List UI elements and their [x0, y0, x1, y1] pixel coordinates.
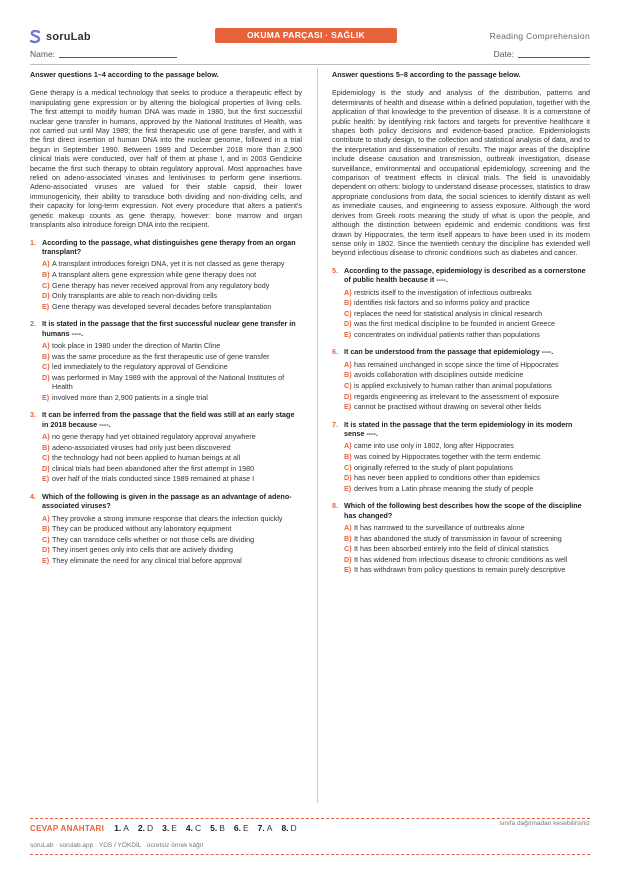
option-text: A transplant introduces foreign DNA, yet it is not classed as gene therapy	[52, 259, 285, 269]
brand-name: soruLab	[46, 31, 91, 43]
option-text: They can transduce cells whether or not those cells are dividing	[52, 534, 255, 544]
answer-key-item	[162, 823, 177, 833]
option-e	[344, 484, 590, 493]
option-a	[42, 432, 302, 441]
option-letter: C)	[42, 453, 50, 463]
left-column	[30, 70, 302, 573]
question-text: Which of the following is given in the passage as an advantage of adeno-associated viruses?	[42, 491, 292, 511]
footer-text: soruLab · sorulab.app · YDS / YÖKDİL · ücretsiz örnek kâğıt	[30, 842, 204, 849]
left-questions	[30, 238, 302, 566]
option-letter: B)	[42, 524, 50, 534]
option-d	[42, 545, 302, 554]
question-4	[30, 492, 302, 566]
right-questions	[332, 266, 590, 575]
question-text: It is stated in the passage that the first successful nuclear gene transfer in humans ----.	[42, 319, 296, 338]
answer-key-number: 5.	[210, 823, 218, 833]
option-letter: E)	[42, 555, 50, 565]
question-text: Which of the following best describes how the scope of the discipline has changed?	[344, 501, 582, 520]
question-number: 4.	[30, 491, 36, 501]
option-c	[344, 309, 590, 318]
option-letter: C)	[42, 362, 50, 372]
option-text: replaces the need for statistical analysis in clinical research	[354, 308, 543, 318]
option-d	[42, 373, 302, 392]
answer-key-number: 8.	[281, 823, 289, 833]
question-text: According to the passage, epidemiology is described as a cornerstone of public health because it ----.	[344, 265, 586, 285]
option-text: identifies risk factors and so informs policy and practice	[354, 298, 530, 308]
question-stem	[30, 238, 302, 257]
option-text: clinical trials had been abandoned after the first attempt in 1980	[52, 463, 255, 473]
topic-tag: OKUMA PARÇASI · SAĞLIK	[215, 28, 397, 43]
option-text: It has narrowed to the surveillance of outbreaks alone	[354, 522, 525, 532]
option-letter: D)	[42, 545, 50, 555]
question-text: According to the passage, what distinguishes gene therapy from an organ transplant?	[42, 237, 296, 256]
option-c	[42, 281, 302, 290]
option-d	[344, 473, 590, 482]
option-letter: A)	[42, 259, 50, 269]
option-text: involved more than 2,900 patients in a single trial	[52, 392, 208, 402]
option-text: Gene therapy has never received approval from any regulatory body	[52, 280, 270, 290]
option-text: They insert genes only into cells that are actively dividing	[52, 545, 233, 555]
option-text: regards engineering as irrelevant to the assessment of exposure	[354, 391, 559, 401]
option-text: They eliminate the need for any clinical trial before approval	[52, 555, 242, 565]
option-text: came into use only in 1802, long after Hippocrates	[354, 441, 514, 451]
option-text: They provoke a strong immune response that clears the infection quickly	[52, 513, 283, 523]
option-c	[42, 362, 302, 371]
option-e	[42, 556, 302, 565]
question-2	[30, 319, 302, 402]
answer-key-number: 2.	[137, 823, 145, 833]
question-8	[332, 501, 590, 575]
question-number: 6.	[332, 347, 338, 357]
option-text: no gene therapy had yet obtained regulatory approval anywhere	[52, 431, 256, 441]
question-6	[332, 347, 590, 411]
option-letter: C)	[42, 280, 50, 290]
question-number: 2.	[30, 319, 36, 329]
name-blank	[59, 57, 177, 58]
option-a	[344, 360, 590, 369]
option-d	[344, 555, 590, 564]
option-list	[332, 523, 590, 575]
option-b	[42, 352, 302, 361]
option-b	[344, 370, 590, 379]
question-number: 8.	[332, 501, 338, 511]
question-stem	[30, 410, 302, 429]
option-list	[30, 514, 302, 566]
name-field	[30, 49, 177, 59]
option-text: It has widened from infectious disease to chronic conditions as well	[354, 554, 568, 564]
answer-key-answer: D	[147, 823, 154, 833]
answer-key-item	[186, 823, 201, 833]
option-b	[42, 270, 302, 279]
option-letter: D)	[344, 319, 352, 329]
option-letter: B)	[42, 442, 50, 452]
option-c	[344, 544, 590, 553]
option-list	[332, 288, 590, 340]
option-letter: B)	[344, 533, 352, 543]
option-letter: B)	[344, 451, 352, 461]
option-letter: D)	[344, 473, 352, 483]
option-letter: B)	[42, 351, 50, 361]
option-list	[332, 360, 590, 412]
date-field	[494, 49, 590, 59]
question-3	[30, 410, 302, 484]
question-stem	[332, 266, 590, 285]
option-text: was the first medical discipline to be founded in ancient Greece	[354, 319, 555, 329]
question-number: 3.	[30, 410, 36, 420]
option-d	[344, 392, 590, 401]
option-e	[344, 565, 590, 574]
footer-divider	[30, 854, 590, 855]
s-logo-icon	[30, 30, 41, 44]
option-b	[42, 443, 302, 452]
answer-key-note: sınıfa dağıtmadan kesebilirsiniz	[499, 820, 590, 827]
option-list	[30, 341, 302, 402]
option-text: It has been absorbed entirely into the field of clinical statistics	[354, 544, 549, 554]
option-list	[332, 441, 590, 493]
option-letter: D)	[344, 391, 352, 401]
option-e	[42, 302, 302, 311]
option-c	[344, 463, 590, 472]
answer-key-number: 3.	[162, 823, 170, 833]
answer-key-title: CEVAP ANAHTARI	[30, 823, 105, 833]
answer-key-item	[281, 823, 296, 833]
option-text: adeno-associated viruses had only just been discovered	[52, 442, 231, 452]
option-letter: A)	[42, 431, 50, 441]
option-e	[42, 474, 302, 483]
option-text: derives from a Latin phrase meaning the study of people	[354, 483, 534, 493]
question-stem	[332, 501, 590, 520]
option-letter: E)	[344, 565, 352, 575]
option-e	[344, 402, 590, 411]
option-text: They can be produced without any laboratory equipment	[52, 524, 232, 534]
option-d	[344, 319, 590, 328]
option-letter: B)	[344, 370, 352, 380]
answer-key-number: 1.	[114, 823, 122, 833]
option-e	[42, 393, 302, 402]
answer-key-answer: C	[195, 823, 202, 833]
header-divider	[30, 64, 590, 65]
answer-key-answer: A	[123, 823, 129, 833]
option-d	[42, 464, 302, 473]
right-column	[332, 70, 590, 583]
option-letter: A)	[42, 340, 50, 350]
option-text: originally referred to the study of plant populations	[354, 462, 514, 472]
option-text: led immediately to the regulatory approval of Gendicine	[52, 362, 228, 372]
page-header	[30, 28, 590, 62]
option-text: Only transplants are able to reach non-dividing cells	[52, 291, 218, 301]
name-label: Name:	[30, 49, 56, 59]
question-text: It is stated in the passage that the term epidemiology in its modern sense ----.	[344, 419, 573, 438]
option-letter: E)	[344, 329, 352, 339]
option-letter: E)	[42, 392, 50, 402]
option-text: restricts itself to the investigation of infectious outbreaks	[354, 287, 532, 297]
question-stem	[30, 492, 302, 511]
option-letter: C)	[42, 534, 50, 544]
option-c	[42, 453, 302, 462]
question-5	[332, 266, 590, 340]
option-text: avoids collaboration with disciplines outside medicine	[354, 370, 524, 380]
option-text: was coined by Hippocrates together with the term endemic	[354, 451, 541, 461]
option-a	[42, 259, 302, 268]
option-text: has remained unchanged in scope since the time of Hippocrates	[354, 359, 559, 369]
option-text: the technology had not been applied to human beings at all	[52, 453, 241, 463]
question-number: 5.	[332, 265, 338, 275]
date-label: Date:	[493, 49, 514, 59]
option-text: is applied exclusively to human rather than animal populations	[354, 380, 552, 390]
option-letter: D)	[42, 372, 50, 382]
option-letter: A)	[344, 441, 352, 451]
option-text: was the same procedure as the first therapeutic use of gene transfer	[52, 351, 270, 361]
option-letter: B)	[42, 269, 50, 279]
option-letter: A)	[344, 359, 352, 369]
option-text: has never been applied to conditions other than epidemics	[354, 473, 540, 483]
option-list	[30, 259, 302, 311]
question-number: 1.	[30, 237, 36, 247]
question-stem	[332, 420, 590, 439]
answer-key-answer: E	[171, 823, 177, 833]
option-letter: C)	[344, 462, 352, 472]
option-letter: E)	[344, 483, 352, 493]
option-e	[344, 330, 590, 339]
answer-key-item	[210, 823, 225, 833]
option-b	[42, 524, 302, 533]
option-b	[344, 452, 590, 461]
answer-key	[30, 818, 590, 836]
left-passage: Gene therapy is a medical technology that seeks to produce a therapeutic effect by manipulating gene expression or by altering the biological properties of living cells. The first attempt to modify human DNA was made in 1980, but the first successful nuclear gene transfer in humans, approved by the National Institutes of Health, was not carried out until May 1989; the first therapeutic use of gene transfer, and with it the first direct insertion of human DNA into the nuclear genome, followed in a trial begun in September 1990. Between 1989 and December 2018 more than 2,900 clinical trials were conducted, over half of them at phase I, and in 2003 Gendicine became the first such therapy to obtain regulatory approval. Most approaches have relied on adeno-associated viruses and lentiviruses to perform gene insertions. Adeno-associated viruses are valued for their stable capsid, their lower immunogenicity, their ability to transduce both dividing and non-dividing cells, and their capacity for long-term expression. Not every procedure that alters a patient's genetic makeup counts as gene therapy, however: bone marrow and organ transplants also introduce foreign DNA into the recipient.	[30, 88, 302, 230]
date-blank	[518, 57, 590, 58]
option-text: cannot be practised without drawing on several other fields	[354, 402, 541, 412]
option-text: A transplant alters gene expression while gene therapy does not	[52, 269, 257, 279]
answer-key-number: 4.	[185, 823, 193, 833]
question-1	[30, 238, 302, 312]
option-text: was performed in May 1989 with the approval of the National Institutes of Health	[52, 372, 285, 392]
question-text: It can be understood from the passage that epidemiology ----.	[344, 347, 554, 357]
option-b	[344, 298, 590, 307]
option-text: Gene therapy was developed several decades before transplantation	[52, 301, 272, 311]
option-letter: A)	[344, 522, 352, 532]
answer-key-item	[258, 823, 273, 833]
document-type: Reading Comprehension	[489, 31, 590, 41]
option-letter: D)	[42, 463, 50, 473]
option-c	[42, 535, 302, 544]
option-letter: E)	[42, 474, 50, 484]
option-b	[344, 534, 590, 543]
answer-key-answer: D	[290, 823, 297, 833]
option-letter: C)	[344, 308, 352, 318]
option-a	[42, 514, 302, 523]
answer-key-item	[114, 823, 129, 833]
option-a	[42, 341, 302, 350]
right-instruction: Answer questions 5–8 according to the passage below.	[332, 70, 521, 79]
option-letter: B)	[344, 298, 352, 308]
question-text: It can be inferred from the passage that the field was still at an early stage in 2018 because ----.	[42, 410, 295, 429]
option-letter: D)	[344, 554, 352, 564]
option-letter: E)	[42, 301, 50, 311]
option-letter: A)	[42, 513, 50, 523]
column-divider	[317, 68, 318, 803]
option-a	[344, 288, 590, 297]
answer-key-answer: A	[266, 823, 273, 833]
option-a	[344, 523, 590, 532]
answer-key-item	[234, 823, 249, 833]
brand-logo	[30, 30, 91, 44]
question-7	[332, 420, 590, 494]
option-d	[42, 291, 302, 300]
option-text: concentrates on individual patients rather than populations	[354, 329, 540, 339]
question-stem	[332, 347, 590, 356]
answer-key-number: 6.	[233, 823, 241, 833]
option-letter: C)	[344, 544, 352, 554]
answer-key-answer: B	[219, 823, 225, 833]
option-a	[344, 441, 590, 450]
option-letter: E)	[344, 402, 352, 412]
question-number: 7.	[332, 419, 338, 429]
option-letter: C)	[344, 380, 352, 390]
option-list	[30, 432, 302, 484]
left-instruction: Answer questions 1–4 according to the passage below.	[30, 70, 219, 79]
option-letter: A)	[344, 287, 352, 297]
option-text: It has abandoned the study of transmission in favour of screening	[354, 533, 562, 543]
answer-key-item	[138, 823, 153, 833]
answer-key-answer: E	[243, 823, 249, 833]
option-letter: D)	[42, 291, 50, 301]
answer-key-number: 7.	[257, 823, 265, 833]
option-text: took place in 1980 under the direction of Martin Cline	[52, 340, 221, 350]
question-stem	[30, 319, 302, 338]
option-c	[344, 381, 590, 390]
right-passage: Epidemiology is the study and analysis of the distribution, patterns and determinants of health and disease within a defined population, together with the application of that knowledge to the prevention of disease. It is a cornerstone of public health: by identifying risk factors and targets for preventive healthcare it shapes both policy decisions and evidence-based practice. Epidemiologists contribute to study design, to the collection and statistical analysis of data, and to the interpretation and dissemination of results. The major areas of the discipline include disease causation and transmission, outbreak investigation, disease surveillance, environmental and occupational epidemiology, screening and the comparison of treatment effects in clinical trials. The field is unavoidably dependent on others: biology to understand disease processes, statistics to draw appropriate conclusions from data, the social sciences to identify distant as well as immediate causes, and engineering to assess exposure. Although the word derives from Greek roots meaning the study of what is upon the people, and although the distinction between epidemic and endemic conditions was first drawn by Hippocrates, the term itself appears to have been used in its modern sense only in 1802. Since the twentieth century the discipline has extended well beyond infectious disease to chronic conditions such as diabetes and cancer.	[332, 88, 590, 258]
option-text: over half of the trials conducted since 1989 remained at phase I	[52, 474, 255, 484]
option-text: It has withdrawn from policy questions to remain purely descriptive	[354, 565, 566, 575]
